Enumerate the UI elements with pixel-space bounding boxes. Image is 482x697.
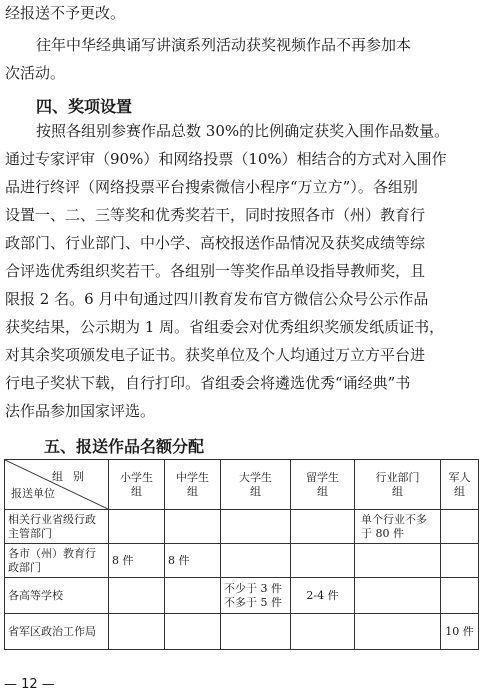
column-header: 中学生 组 — [165, 460, 221, 510]
text-line: 合评选优秀组织奖若干。各组别一等奖作品单设指导教师奖，且 — [5, 262, 426, 280]
table-cell — [165, 510, 221, 544]
table-cell — [441, 578, 479, 614]
corner-bottom-label: 报送单位 — [11, 487, 55, 500]
table-cell: 8 件 — [165, 544, 221, 578]
text-line: 品进行终评（网络投票平台搜索微信小程序“万立方”）。各组别 — [5, 178, 418, 196]
column-header: 留学生 组 — [291, 460, 355, 510]
unit-cell: 相关行业省级行政主管部门 — [5, 510, 109, 544]
table-cell — [221, 614, 291, 650]
table-cell — [165, 578, 221, 614]
table-cell — [165, 614, 221, 650]
table-row — [5, 510, 479, 544]
allocation-table — [4, 459, 479, 650]
corner-top-label: 组别 — [52, 470, 94, 483]
text-line: 往年中华经典诵写讲演系列活动获奖视频作品不再参加本 — [36, 36, 412, 54]
table-row — [5, 614, 479, 650]
table-cell — [221, 510, 291, 544]
text-line: 获奖结果，公示期为 1 周。省组委会对优秀组织奖颁发纸质证书， — [5, 318, 445, 336]
table-cell — [291, 544, 355, 578]
corner-header-cell — [5, 460, 109, 510]
table-cell — [355, 578, 441, 614]
unit-cell: 各高等学校 — [5, 578, 109, 614]
text-line: 限报 2 名。6 月中旬通过四川教育发布官方微信公众号公示作品 — [5, 290, 429, 308]
table-cell: 单个行业不多于 80 件 — [355, 510, 441, 544]
text-line: 设置一、二、三等奖和优秀奖若干，同时按照各市（州）教育行 — [5, 206, 426, 224]
table-cell: 不少于 3 件 不多于 5 件 — [221, 578, 291, 614]
page-number: — 12 — — [4, 677, 55, 692]
text-line: 按照各组别参赛作品总数 30%的比例确定获奖入围作品数量。 — [36, 122, 450, 140]
text-line: 政部门、行业部门、中小学、高校报送作品情况及获奖成绩等综 — [5, 234, 426, 252]
table-cell — [221, 544, 291, 578]
table-cell — [291, 614, 355, 650]
table-row — [5, 544, 479, 578]
table-cell — [109, 510, 165, 544]
text-line: 行电子奖状下载，自行打印。省组委会将遴选优秀“诵经典”书 — [5, 374, 411, 392]
text-line: 经报送不予更改。 — [5, 4, 126, 22]
table-cell — [109, 578, 165, 614]
column-header: 军人 组 — [441, 460, 479, 510]
table-cell — [441, 510, 479, 544]
column-header: 行业部门 组 — [355, 460, 441, 510]
section-heading-allocation: 五、报送作品名额分配 — [44, 437, 205, 456]
section-heading-awards: 四、奖项设置 — [36, 97, 133, 116]
text-line: 对其余奖项颁发电子证书。获奖单位及个人均通过万立方平台进 — [5, 346, 426, 364]
table-cell: 2-4 件 — [291, 578, 355, 614]
table-cell — [441, 544, 479, 578]
column-header: 小学生 组 — [109, 460, 165, 510]
text-line: 次活动。 — [5, 64, 66, 82]
table-header-row — [5, 460, 479, 510]
table-cell: 10 件 — [441, 614, 479, 650]
column-header: 大学生 组 — [221, 460, 291, 510]
table-cell — [355, 614, 441, 650]
table-cell — [109, 614, 165, 650]
unit-cell: 省军区政治工作局 — [5, 614, 109, 650]
text-line: 法作品参加国家评选。 — [5, 402, 156, 420]
table-cell — [355, 544, 441, 578]
table-row — [5, 578, 479, 614]
diagonal-divider — [5, 460, 108, 509]
unit-cell: 各市（州）教育行政部门 — [5, 544, 109, 578]
text-line: 通过专家评审（90%）和网络投票（10%）相结合的方式对入围作 — [5, 150, 447, 168]
table-cell: 8 件 — [109, 544, 165, 578]
table-cell — [291, 510, 355, 544]
